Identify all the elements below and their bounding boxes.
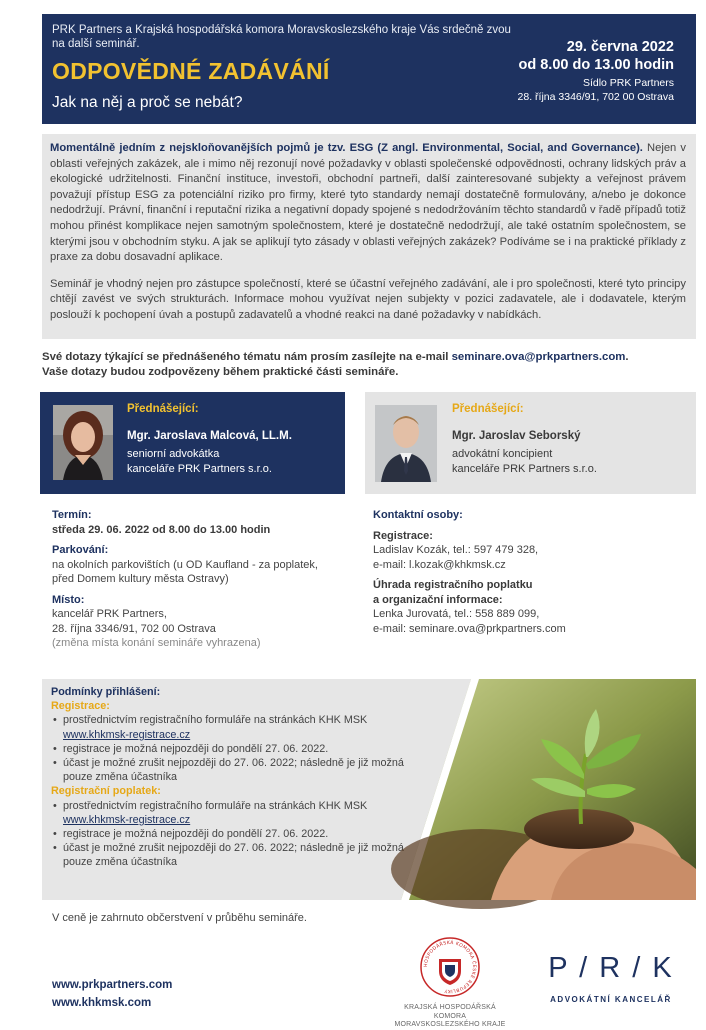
prk-logo bbox=[546, 952, 676, 1004]
questions-email-link[interactable]: seminare.ova@prkpartners.com bbox=[451, 351, 626, 363]
event-info bbox=[52, 508, 362, 657]
speaker-role bbox=[452, 447, 597, 477]
khk-seal-icon bbox=[390, 935, 510, 1001]
registration-link[interactable]: www.khkmsk-registrace.cz bbox=[63, 728, 191, 741]
intro-lead: Momentálně jedním z nejskloňovanějších pojmů je tzv. ESG (Z angl. Environmental, Social, and Governance). bbox=[50, 142, 643, 154]
prk-caption: ADVOKÁTNÍ KANCELÁŘ bbox=[550, 995, 672, 1004]
conditions-text bbox=[51, 685, 419, 870]
event-subtitle: Jak na něj a proč se nebát? bbox=[52, 94, 243, 111]
conditions-title: Podmínky přihlášení: bbox=[51, 686, 161, 698]
parking-block bbox=[52, 543, 362, 587]
khk-caption-line-1: KRAJSKÁ HOSPODÁŘSKÁ KOMORA bbox=[404, 1004, 496, 1020]
prk-logo-mark: P / R / K bbox=[548, 952, 674, 984]
conditions-registration-heading: Registrace: bbox=[51, 700, 110, 713]
event-venue: Sídlo PRK Partners bbox=[582, 77, 674, 89]
khk-ring-text: HOSPODÁŘSKÁ KOMORA ČESKÉ REPUBLIKY bbox=[423, 940, 477, 994]
contact-heading: Kontaktní osoby: bbox=[373, 509, 463, 521]
header-intro: PRK Partners a Krajská hospodářská komora Moravskoslezského kraje Vás srdečně zvou na další seminář. bbox=[52, 24, 511, 50]
list-item: • účast je možné zrušit nejpozději do 27. 06. 2022; následně je již možná pouze změna účastníka bbox=[51, 841, 419, 869]
event-address: 28. října 3346/91, 702 00 Ostrava bbox=[517, 91, 674, 103]
footer-links bbox=[52, 976, 172, 1012]
list-item: • registrace je možná nejpozději do pondělí 27. 06. 2022. bbox=[51, 827, 419, 841]
fee-contact-phone: Lenka Jurovatá, tel.: 558 889 099, bbox=[373, 608, 540, 620]
speaker-card-malcova bbox=[40, 392, 345, 494]
event-date: 29. června 2022 bbox=[566, 39, 674, 55]
khk-caption-line-2: MORAVSKOSLEZSKÉHO KRAJE bbox=[394, 1021, 506, 1028]
speaker-role-title: seniorní advokátka bbox=[127, 448, 220, 460]
speaker-label: Přednášející: bbox=[127, 403, 199, 415]
fee-contact-heading-1: Úhrada registračního poplatku bbox=[373, 579, 533, 591]
intro-box bbox=[42, 134, 696, 339]
place-block bbox=[52, 593, 362, 651]
registration-contact bbox=[373, 529, 693, 573]
term-block bbox=[52, 508, 362, 537]
speaker-photo-seborsky bbox=[375, 405, 437, 482]
questions-text: Své dotazy týkající se přednášeného tématu nám prosím zasílejte na e-mail bbox=[42, 351, 452, 363]
list-item-text: prostřednictvím registračního formuláře na stránkách KHK MSK bbox=[63, 799, 368, 812]
questions-line-2: Vaše dotazy budou zodpovězeny během praktické části semináře. bbox=[42, 366, 399, 378]
registration-contact-email[interactable]: e-mail: l.kozak@khkmsk.cz bbox=[373, 558, 506, 571]
intro-text-1: Nejen v oblasti veřejných zakázek, ale i mimo něj rezonují nové požadavky v oblasti společenské odpovědnosti, ochrany lidských práv a ekologické udržitelnosti. Finanční instituce, investoři, obchodní partneři, další zainteresované subjekty a veřejnost právem považují přístup ESG za potenciální riziko pro firmy, které tyto standardy nemají dostatečně formulovány, a/nebo je dokonce nedodržují. Právní, finanční i reputační rizika a negativní dopady spojené s nedodržováním těchto standardů v řadě případů totiž mohou přinést komplikace nejen samotným společnostem, které je dostatečně nedodržují, ale také ostatním společnostem, se kterými jsou v obchodním styku. A jak se aplikují tyto zásady v oblasti veřejných zakázek? Podíváme se i na praktické příklady z praxe za dobu dosavadní aplikace. bbox=[50, 142, 686, 264]
list-item bbox=[51, 799, 419, 827]
conditions-registration-list bbox=[51, 713, 419, 784]
khk-logo bbox=[390, 935, 510, 1028]
list-item-text: prostřednictvím registračního formuláře na stránkách KHK MSK bbox=[63, 714, 368, 727]
conditions-fee-list bbox=[51, 799, 419, 870]
intro-paragraph-1 bbox=[50, 141, 686, 266]
speaker-label: Přednášející: bbox=[452, 403, 524, 415]
speaker-photo-malcova bbox=[53, 405, 113, 480]
registration-conditions bbox=[42, 679, 696, 900]
parking-heading: Parkování: bbox=[52, 544, 109, 556]
fee-contact-email[interactable]: e-mail: seminare.ova@prkpartners.com bbox=[373, 622, 566, 635]
event-datetime bbox=[518, 38, 674, 104]
fee-contact bbox=[373, 578, 693, 636]
khkmsk-link[interactable]: www.khkmsk.com bbox=[52, 997, 152, 1009]
khk-caption bbox=[390, 1004, 510, 1030]
conditions-fee-heading: Registrační poplatek: bbox=[51, 785, 161, 798]
place-line-2: 28. října 3346/91, 702 00 Ostrava bbox=[52, 622, 216, 635]
parking-line-2: před Domem kultury města Ostravy) bbox=[52, 573, 229, 585]
place-note: (změna místa konání semináře vyhrazena) bbox=[52, 637, 261, 649]
event-time: od 8.00 do 13.00 hodin bbox=[518, 57, 674, 73]
place-heading: Místo: bbox=[52, 593, 85, 606]
fee-contact-heading-2: a organizační informace: bbox=[373, 593, 503, 606]
speaker-role-firm: kanceláře PRK Partners s.r.o. bbox=[452, 463, 597, 475]
speaker-name: Mgr. Jaroslava Malcová, LL.M. bbox=[127, 430, 292, 442]
place-line-1: kancelář PRK Partners, bbox=[52, 608, 167, 620]
registration-contact-heading: Registrace: bbox=[373, 529, 433, 542]
speaker-name: Mgr. Jaroslav Seborský bbox=[452, 430, 581, 442]
list-item bbox=[51, 713, 419, 741]
speaker-role-title: advokátní koncipient bbox=[452, 448, 553, 460]
speaker-role bbox=[127, 447, 272, 477]
registration-link[interactable]: www.khkmsk-registrace.cz bbox=[63, 813, 191, 826]
questions-dot: . bbox=[625, 351, 629, 363]
speaker-card-seborsky bbox=[365, 392, 696, 494]
questions-note bbox=[42, 350, 696, 380]
speaker-role-firm: kanceláře PRK Partners s.r.o. bbox=[127, 463, 272, 475]
event-title: ODPOVĚDNÉ ZADÁVÁNÍ bbox=[52, 58, 330, 84]
list-item: • registrace je možná nejpozději do pondělí 27. 06. 2022. bbox=[51, 742, 419, 756]
term-heading: Termín: bbox=[52, 509, 92, 521]
parking-line-1: na okolních parkovištích (u OD Kaufland - za poplatek, bbox=[52, 558, 318, 571]
prkpartners-link[interactable]: www.prkpartners.com bbox=[52, 979, 173, 991]
intro-paragraph-2: Seminář je vhodný nejen pro zástupce společností, které se účastní veřejného zadávání, ale i pro společnosti, které tyto principy chtějí zavést ve svých strukturách. Informace mohou využívat nejen subjekty v pozici zadavatele, ale i dodavatele, kterým poslouží k pochopení úvah a postupů zadavatelů a vhodné reakci na dané požadavky v nabídkách. bbox=[50, 277, 686, 321]
refreshment-note: V ceně je zahrnuto občerstvení v průběhu semináře. bbox=[52, 912, 307, 924]
contact-info bbox=[373, 508, 693, 642]
list-item: • účast je možné zrušit nejpozději do 27. 06. 2022; následně je již možná pouze změna účastníka bbox=[51, 756, 419, 784]
registration-contact-phone: Ladislav Kozák, tel.: 597 479 328, bbox=[373, 544, 539, 556]
term-value: středa 29. 06. 2022 od 8.00 do 13.00 hodin bbox=[52, 523, 271, 536]
questions-line-1 bbox=[42, 350, 696, 365]
header-banner bbox=[42, 14, 696, 124]
seedling-hands-image bbox=[401, 679, 696, 900]
